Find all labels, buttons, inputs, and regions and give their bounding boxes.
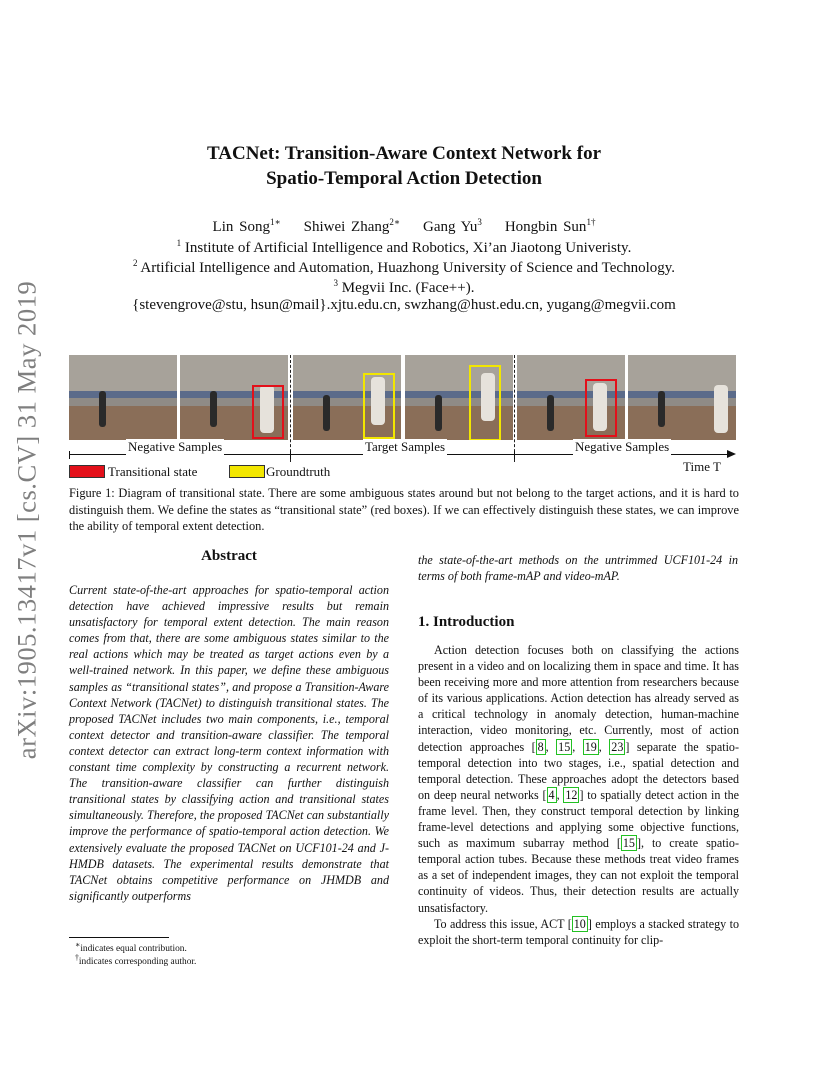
introduction-body: [418, 642, 739, 948]
video-frame: [517, 355, 625, 440]
video-frame: [405, 355, 513, 440]
citation-link[interactable]: 15: [558, 739, 571, 754]
citation-link[interactable]: 10: [573, 916, 586, 931]
intro-paragraph: Action detection focuses both on classifying the actions present in a video and on localizing them in space and time. It has been receiving more and more attention from researchers because of its various applications. Action detection has already served as a critical technology in anomaly detection, human-machine interaction, video monitoring, etc. Currently, most of action detection approaches [ 8 , 15 , 19 , 23 ] separate the spatio-temporal detection into two stages, i.e., spatial detection and temporal detection. These approaches adopt the detectors based on deep neural networks [ 4 , 12 ] to spatially detect action in the frame level. Then, they construct temporal detection by linking frame-level detections and applying some objective functions, such as maximum subarray method [ 15 ], to create spatio-temporal action tubes. Because these methods treat video frames as a set of independent images, they can not exploit the temporal continuity of videos. Thus, their detection results are actually unsatisfactory.: [418, 643, 740, 915]
citation-link[interactable]: 12: [565, 787, 578, 802]
time-axis-label: Time T: [683, 459, 721, 474]
affiliation: $^3$ Megvii Inc. (Face++).: [333, 278, 475, 296]
paper-title: [0, 141, 808, 191]
segment-label: Negative Samples: [575, 439, 670, 454]
footnote-rule: [69, 937, 169, 938]
title-line-1: TACNet: Transition-Aware Context Network for: [207, 143, 601, 164]
timeline-arrow: [727, 450, 736, 458]
legend-label: Transitional state: [108, 464, 198, 479]
affiliation: $^2$ Artificial Intelligence and Automation, Huazhong University of Science and Technology.: [132, 258, 676, 276]
citation-link[interactable]: 15: [622, 836, 635, 851]
footnote: †indicates corresponding author.: [75, 953, 197, 968]
author: Gang Yu$^3$: [422, 217, 482, 235]
segment-divider: [290, 355, 291, 462]
citation-link[interactable]: 19: [584, 739, 597, 754]
legend-swatch-groundtruth: [229, 465, 265, 478]
video-frame: [293, 355, 401, 440]
section-heading-introduction: 1. Introduction: [418, 614, 515, 630]
abstract-body: Current state-of-the-art approaches for spatio-temporal action detection have achieved impressive results but remain unsatisfactory for temporal extent detection. The main reason comes from that, there are some ambiguous states similar to the real actions which may be treated as target actions even by a well-trained network. In this paper, we define these ambiguous samples as “transitional states”, and propose a Transition-Aware Context Network (TACNet) to distinguish transitional states. The proposed TACNet includes two main components, i.e., temporal context detector and transition-aware classifier. The temporal context detector can extract long-term context information with constant time complexity by constructing a recurrent network. The transition-aware classifier can further distinguish transitional states by classifying action and transitional states simultaneously. Therefore, the proposed TACNet can substantially improve the performance of spatio-temporal action detection. We extensively evaluate the proposed TACNet on UCF101-24 and J-HMDB datasets. The experimental results demonstrate that TACNet obtains competitive performance on JHMDB and significantly outperforms: [69, 583, 389, 903]
video-frame: [69, 355, 177, 440]
citation-link[interactable]: 23: [611, 739, 624, 754]
figure-caption: Figure 1: Diagram of transitional state. There are some ambiguous states around but not belong to the target actions, and it is hard to distinguish them. We define the states as “transitional state” (red boxes). If we can effectively distinguish these states, we can improve the ability of temporal extent detection.: [69, 486, 739, 533]
arxiv-stamp-text: arXiv:1905.13417v1 [cs.CV] 31 May 2019: [11, 280, 42, 760]
arxiv-stamp: [5, 280, 50, 760]
abstract-heading: Abstract: [201, 548, 257, 564]
segment-divider: [514, 355, 515, 462]
citation-link[interactable]: 4: [548, 787, 555, 802]
footnote: ∗indicates equal contribution.: [75, 940, 187, 955]
segment-label: Negative Samples: [128, 439, 223, 454]
legend-label: Groundtruth: [266, 464, 331, 479]
video-frame: [628, 355, 736, 440]
intro-paragraph: To address this issue, ACT [ 10 ] employs a stacked strategy to exploit the short-term temporal continuity for clip-: [418, 916, 739, 947]
affiliation: $^1$ Institute of Artificial Intelligence and Robotics, Xi’an Jiaotong Univeristy.: [176, 238, 632, 256]
groundtruth-box: [363, 373, 395, 439]
author: Lin Song$^{1∗}$: [212, 217, 281, 235]
citation-link[interactable]: 8: [537, 739, 544, 754]
title-line-2: Spatio-Temporal Action Detection: [266, 168, 542, 189]
abstract-continuation: the state-of-the-art methods on the untrimmed UCF101-24 in terms of both frame-mAP and video-mAP.: [418, 553, 738, 584]
transitional-state-box: [252, 385, 284, 439]
legend-swatch-transitional: [69, 465, 105, 478]
video-frame: [180, 355, 288, 440]
author: Hongbin Sun$^{1\dagger}$: [504, 217, 596, 235]
author-list: [0, 217, 808, 236]
transitional-state-box: [585, 379, 617, 437]
groundtruth-box: [469, 365, 501, 440]
segment-label: Target Samples: [365, 439, 446, 454]
author-emails: {stevengrove@stu, hsun@mail}.xjtu.edu.cn, swzhang@hust.edu.cn, yugang@megvii.com: [132, 297, 676, 313]
author: Shiwei Zhang$^{2∗}$: [303, 217, 400, 235]
